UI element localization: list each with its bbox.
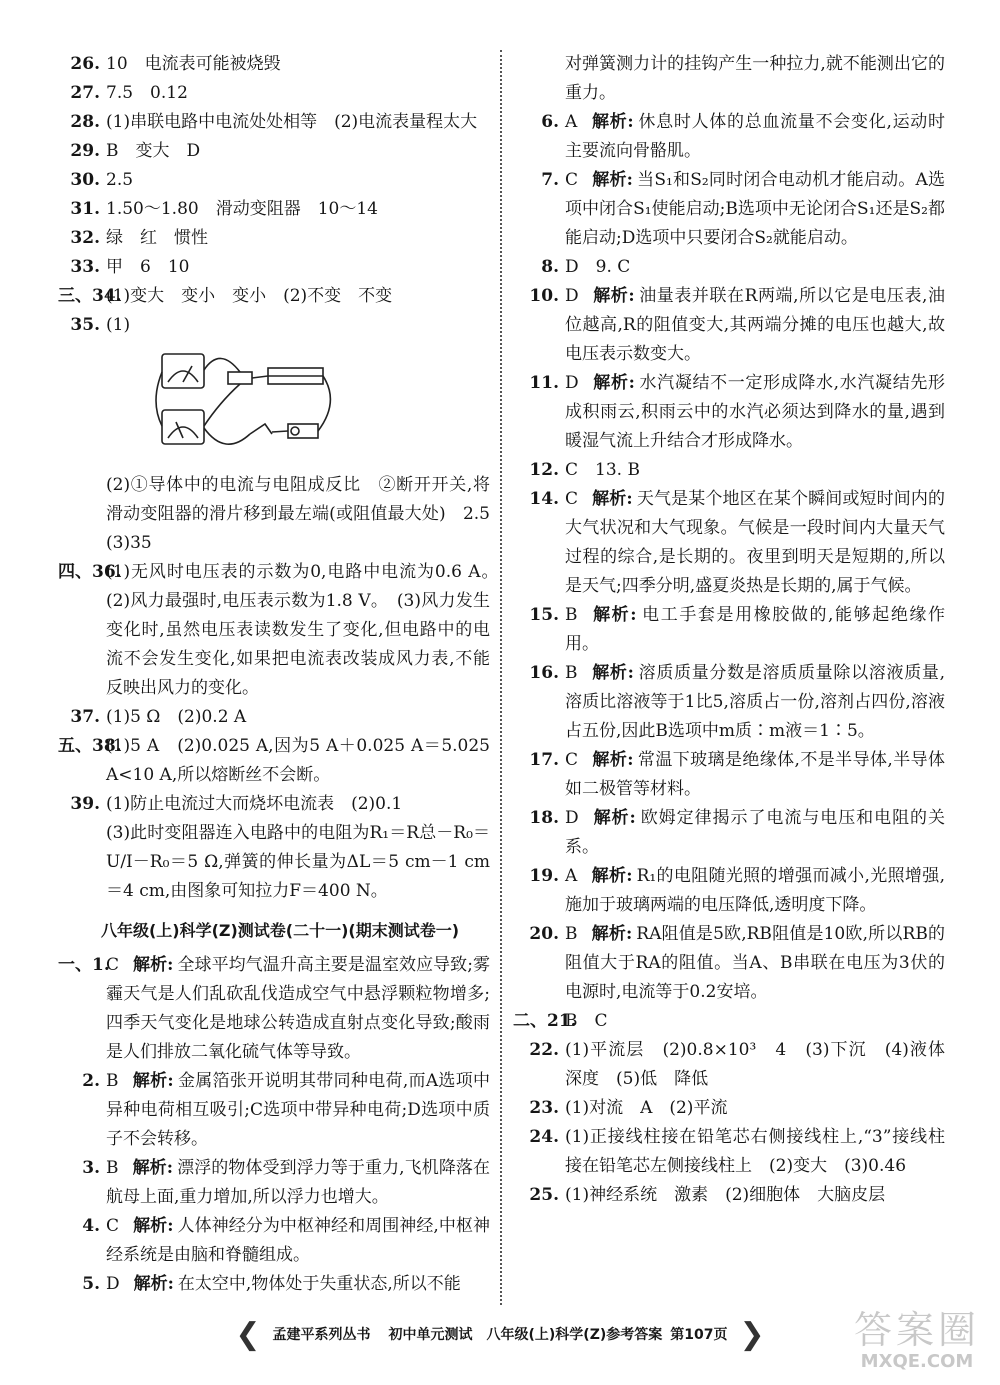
answer-number: 14. — [529, 489, 559, 509]
answer-body — [100, 282, 490, 311]
answer-body — [559, 659, 945, 746]
analysis-label: 解析: — [591, 924, 633, 944]
answer-choice: C — [565, 489, 579, 509]
analysis-label: 解析: — [591, 605, 637, 625]
analysis-label: 解析: — [592, 750, 634, 770]
answer-body — [559, 485, 945, 601]
answer-choice: A — [565, 112, 578, 132]
answer-item — [70, 195, 490, 224]
answer-body — [559, 166, 945, 253]
answer-item — [529, 920, 945, 1007]
answer-number: 29. — [70, 141, 100, 161]
answer-number: 12. — [529, 460, 559, 480]
answer-number: 35. — [70, 315, 100, 335]
answer-item — [529, 1094, 945, 1123]
answer-text: 溶质质量分数是溶质质量除以溶液质量,溶质比溶液等于1比5,溶质占一份,溶剂占四份,溶液占五份,因此B选项中m质∶m液＝1∶5。 — [565, 663, 946, 741]
answer-body — [100, 137, 490, 166]
footer-title: 初中单元测试 八年级(上)科学(Z)参考答案 — [388, 1327, 663, 1343]
answer-number: 17. — [529, 750, 559, 770]
answer-item — [529, 485, 946, 601]
answer-body — [100, 253, 490, 282]
answer-item — [58, 282, 490, 311]
answer-item — [58, 558, 507, 703]
answer-text: 7.5 0.12 — [106, 83, 188, 103]
answer-number: 15. — [529, 605, 559, 625]
answer-number: 二、21. — [513, 1011, 577, 1031]
answer-item — [529, 1123, 945, 1181]
analysis-label: 解析: — [591, 866, 633, 886]
answer-number: 25. — [529, 1185, 559, 1205]
answer-item — [82, 1067, 490, 1154]
answer-item — [529, 1181, 945, 1210]
answer-choice: C — [106, 1216, 120, 1236]
left-answer-list-3 — [58, 951, 491, 1299]
answer-text: 休息时人体的总血流量不会变化,运动时主要流向骨骼肌。 — [565, 112, 946, 161]
analysis-label: 解析: — [592, 373, 635, 393]
answer-35-part2: (2)①导体中的电流与电阻成反比 ②断开开关,将滑动变阻器的滑片移到最左端(或阻值最大处) 2.5 (3)35 — [106, 475, 507, 553]
circuit-figure — [150, 342, 340, 462]
answer-text: (1)变大 变小 变小 (2)不变 不变 — [106, 286, 393, 306]
answer-item — [70, 108, 490, 137]
answer-body — [100, 79, 490, 108]
answer-item — [529, 456, 945, 485]
answer-item — [82, 1154, 490, 1212]
answer-item — [70, 253, 490, 282]
column-divider — [500, 50, 502, 1305]
answer-item — [58, 732, 490, 790]
answer-choice: D — [565, 808, 579, 828]
answer-text: 油量表并联在R两端,所以它是电压表,油位越高,R的阻值变大,其两端分摊的电压也越大,故电压表示数变大。 — [565, 286, 946, 364]
answer-number: 三、34. — [58, 286, 122, 306]
answer-item — [529, 659, 946, 746]
answer-choice: D — [565, 286, 579, 306]
answer-number: 31. — [70, 199, 100, 219]
answer-item — [70, 703, 490, 732]
answer-item — [529, 601, 946, 659]
answer-choice: B — [565, 605, 578, 625]
answer-text: 全球平均气温升高主要是温室效应导致;雾霾天气是人们乱砍乱伐造成空气中悬浮颗粒物增多;四季天气变化是地球公转造成直射点变化导致;酸雨是人们排放二氧化硫气体等导致。 — [106, 955, 491, 1062]
answer-body — [100, 311, 490, 340]
answer-item — [70, 137, 490, 166]
answer-body — [100, 790, 490, 819]
answer-body — [559, 1036, 945, 1094]
answer-number: 四、36. — [58, 562, 122, 582]
answer-number: 39. — [70, 794, 100, 814]
left-column — [58, 50, 507, 1299]
answer-number: 6. — [541, 112, 559, 132]
answer-number: 30. — [70, 170, 100, 190]
answer-choice: C — [565, 170, 579, 190]
answer-choice: C 13. B — [565, 460, 640, 480]
watermark-cn: 答案圈 — [853, 1308, 980, 1352]
answer-number: 33. — [70, 257, 100, 277]
analysis-label: 解析: — [591, 112, 634, 132]
answer-text: 1.50～1.80 滑动变阻器 10～14 — [106, 199, 378, 219]
right-column — [513, 50, 946, 1210]
answer-number: 18. — [529, 808, 559, 828]
answer-text: 金属箔张开说明其带同种电荷,而A选项中异种电荷相互吸引;C选项中带异种电荷;D选项中质子不会转移。 — [106, 1071, 490, 1149]
answer-number: 24. — [529, 1127, 559, 1147]
answer-item — [529, 746, 946, 804]
answer-body — [100, 195, 490, 224]
answer-body — [559, 253, 945, 282]
answer-number: 4. — [82, 1216, 100, 1236]
answer-body — [100, 166, 490, 195]
answer-body — [559, 862, 945, 920]
answer-item — [70, 311, 490, 340]
answer-item — [529, 804, 945, 862]
answer-5-continued: 对弹簧测力计的挂钩产生一种拉力,就不能测出它的重力。 — [565, 54, 945, 103]
answer-number: 37. — [70, 707, 100, 727]
footer-series: 孟建平系列丛书 — [272, 1327, 371, 1343]
answer-text: R₁的电阻随光照的增强而减小,光照增强,施加于玻璃两端的电压降低,透明度下降。 — [565, 866, 945, 915]
analysis-label: 解析: — [132, 1158, 174, 1178]
answer-text: (1)无风时电压表的示数为0,电路中电流为0.6 A。 (2)风力最强时,电压表示数为1.8 V。 (3)风力发生变化时,虽然电压表读数发生了变化,但电路中的电流不会发生变化,如果把电流表改装成风力表,不能反映出风力的变化。 — [106, 562, 507, 698]
answer-choice: C — [565, 750, 579, 770]
answer-39-part3: (3)此时变阻器连入电路中的电阻为R₁＝R总－R₀＝U/I－R₀＝5 Ω,弹簧的伸长量为ΔL＝5 cm－1 cm＝4 cm,由图象可知拉力F＝400 N。 — [106, 823, 490, 901]
answer-text: 10 电流表可能被烧毁 — [106, 54, 281, 74]
answer-item — [70, 50, 490, 79]
answer-text: 绿 红 惯性 — [106, 228, 208, 248]
answer-body — [559, 920, 945, 1007]
answer-text: (1) — [106, 315, 131, 335]
answer-body — [100, 50, 490, 79]
answer-item — [70, 790, 490, 819]
answer-body — [100, 1154, 490, 1212]
answer-text: (1)串联电路中电流处处相等 (2)电流表量程太大 — [106, 112, 478, 132]
page-footer — [190, 1317, 810, 1351]
answer-number: 22. — [529, 1040, 559, 1060]
answer-text: B 变大 D — [106, 141, 201, 161]
answer-item — [58, 951, 491, 1067]
answer-body — [100, 732, 490, 790]
answer-body — [559, 601, 945, 659]
answer-number: 一、1. — [58, 955, 110, 975]
answer-text: (1)5 A (2)0.025 A,因为5 A＋0.025 A＝5.025 A<10 A,所以熔断丝不会断。 — [106, 736, 490, 785]
right-answer-list — [513, 108, 946, 1210]
answer-text: 电工手套是用橡胶做的,能够起绝缘作用。 — [565, 605, 946, 654]
answer-body — [559, 746, 945, 804]
answer-choice: B — [106, 1071, 119, 1091]
analysis-label: 解析: — [592, 286, 635, 306]
answer-choice: D 9. C — [565, 257, 631, 277]
analysis-label: 解析: — [591, 663, 634, 683]
answer-item — [70, 79, 490, 108]
answer-number: 10. — [529, 286, 559, 306]
prev-arrow-icon: ❮ — [235, 1316, 261, 1352]
answer-number: 11. — [529, 373, 559, 393]
answer-text: (1)对流 A (2)平流 — [565, 1098, 728, 1118]
answer-choice: B — [565, 663, 578, 683]
answer-text: 人体神经分为中枢神经和周围神经,中枢神经系统是由脑和脊髓组成。 — [106, 1216, 490, 1265]
answer-body — [559, 282, 945, 369]
answer-number: 8. — [541, 257, 559, 277]
answer-text: 在太空中,物体处于失重状态,所以不能 — [177, 1274, 461, 1294]
answer-item — [529, 1036, 945, 1094]
answer-body — [559, 1094, 945, 1123]
answer-number: 2. — [82, 1071, 100, 1091]
answer-item — [70, 224, 490, 253]
answer-item — [529, 369, 945, 456]
answer-text: (1)平流层 (2)0.8×10³ 4 (3)下沉 (4)液体深度 (5)低 降低 — [565, 1040, 945, 1089]
answer-choice: A — [565, 866, 578, 886]
answer-body — [100, 108, 490, 137]
analysis-label: 解析: — [132, 1071, 174, 1091]
answer-body — [559, 456, 945, 485]
section-title: 八年级(上)科学(Z)测试卷(二十一)(期末测试卷一) — [100, 921, 460, 940]
analysis-label: 解析: — [592, 808, 636, 828]
answer-choice: B C — [565, 1011, 608, 1031]
answer-number: 32. — [70, 228, 100, 248]
answer-item — [529, 862, 945, 920]
answer-text: (1)5 Ω (2)0.2 A — [106, 707, 247, 727]
answer-number: 26. — [70, 54, 100, 74]
answer-body — [100, 558, 507, 703]
answer-number: 5. — [82, 1274, 100, 1294]
answer-choice: B — [106, 1158, 119, 1178]
answer-text: RA阻值是5欧,RB阻值是10欧,所以RB的阻值大于RA的阻值。当A、B串联在电压为3伏的电源时,电流等于0.2安培。 — [565, 924, 945, 1002]
answer-item — [529, 282, 946, 369]
answer-number: 五、38. — [58, 736, 122, 756]
answer-body — [559, 804, 945, 862]
answer-item — [537, 166, 945, 253]
answer-item — [82, 1212, 490, 1270]
answer-body — [100, 1270, 490, 1299]
answer-body — [100, 224, 490, 253]
analysis-label: 解析: — [592, 170, 633, 190]
answer-body — [559, 369, 945, 456]
answer-text: (1)正接线柱接在铅笔芯右侧接线柱上,“3”接线柱接在铅笔芯左侧接线柱上 (2)变大 (3)0.46 — [565, 1127, 945, 1176]
watermark-en: MXQE.COM — [860, 1351, 974, 1372]
answer-text: 天气是某个地区在某个瞬间或短时间内的大气状况和大气现象。气候是一段时间内大量天气过程的综合,是长期的。夜里到明天是短期的,所以是天气;四季分明,盛夏炎热是长期的,属于气候。 — [565, 489, 946, 596]
answer-number: 3. — [82, 1158, 100, 1178]
answer-item — [70, 166, 490, 195]
answer-choice: C — [106, 955, 120, 975]
answer-text: 水汽凝结不一定形成降水,水汽凝结先形成积雨云,积雨云中的水汽必须达到降水的量,遇到暖湿气流上升结合才形成降水。 — [565, 373, 945, 451]
answer-item — [537, 253, 945, 282]
answer-number: 27. — [70, 83, 100, 103]
answer-body — [559, 1007, 945, 1036]
analysis-label: 解析: — [133, 955, 174, 975]
next-arrow-icon: ❯ — [739, 1316, 765, 1352]
answer-item — [537, 108, 945, 166]
answer-number: 20. — [529, 924, 559, 944]
answer-choice: B — [565, 924, 578, 944]
answer-body — [559, 108, 945, 166]
analysis-label: 解析: — [592, 489, 633, 509]
left-answer-list-2 — [58, 558, 507, 819]
answer-number: 7. — [541, 170, 559, 190]
answer-text: 漂浮的物体受到浮力等于重力,飞机降落在航母上面,重力增加,所以浮力也增大。 — [106, 1158, 490, 1207]
answer-number: 16. — [529, 663, 559, 683]
answer-item — [82, 1270, 490, 1299]
answer-text: (1)防止电流过大而烧坏电流表 (2)0.1 — [106, 794, 403, 814]
analysis-label: 解析: — [133, 1216, 174, 1236]
answer-body — [559, 1181, 945, 1210]
answer-body — [100, 1067, 490, 1154]
left-answer-list — [58, 50, 490, 340]
answer-text: 当S₁和S₂同时闭合电动机才能启动。A选项中闭合S₁使能启动;B选项中无论闭合S₁还是S₂都能启动;D选项中只要闭合S₂就能启动。 — [565, 170, 945, 248]
answer-text: 甲 6 10 — [106, 257, 190, 277]
page-number: 第107页 — [670, 1327, 728, 1343]
answer-number: 23. — [529, 1098, 559, 1118]
answer-body — [100, 703, 490, 732]
answer-body — [100, 951, 490, 1067]
answer-text: (1)神经系统 激素 (2)细胞体 大脑皮层 — [565, 1185, 886, 1205]
answer-text: 2.5 — [106, 170, 134, 190]
answer-body — [100, 1212, 490, 1270]
answer-text: 欧姆定律揭示了电流与电压和电阻的关系。 — [565, 808, 945, 857]
answer-item — [513, 1007, 945, 1036]
answer-choice: D — [106, 1274, 120, 1294]
answer-number: 28. — [70, 112, 100, 132]
answer-number: 19. — [529, 866, 559, 886]
watermark-logo — [842, 1309, 992, 1379]
analysis-label: 解析: — [133, 1274, 174, 1294]
answer-choice: D — [565, 373, 579, 393]
answer-text: 常温下玻璃是绝缘体,不是半导体,半导体如二极管等材料。 — [565, 750, 946, 799]
answer-body — [559, 1123, 945, 1181]
